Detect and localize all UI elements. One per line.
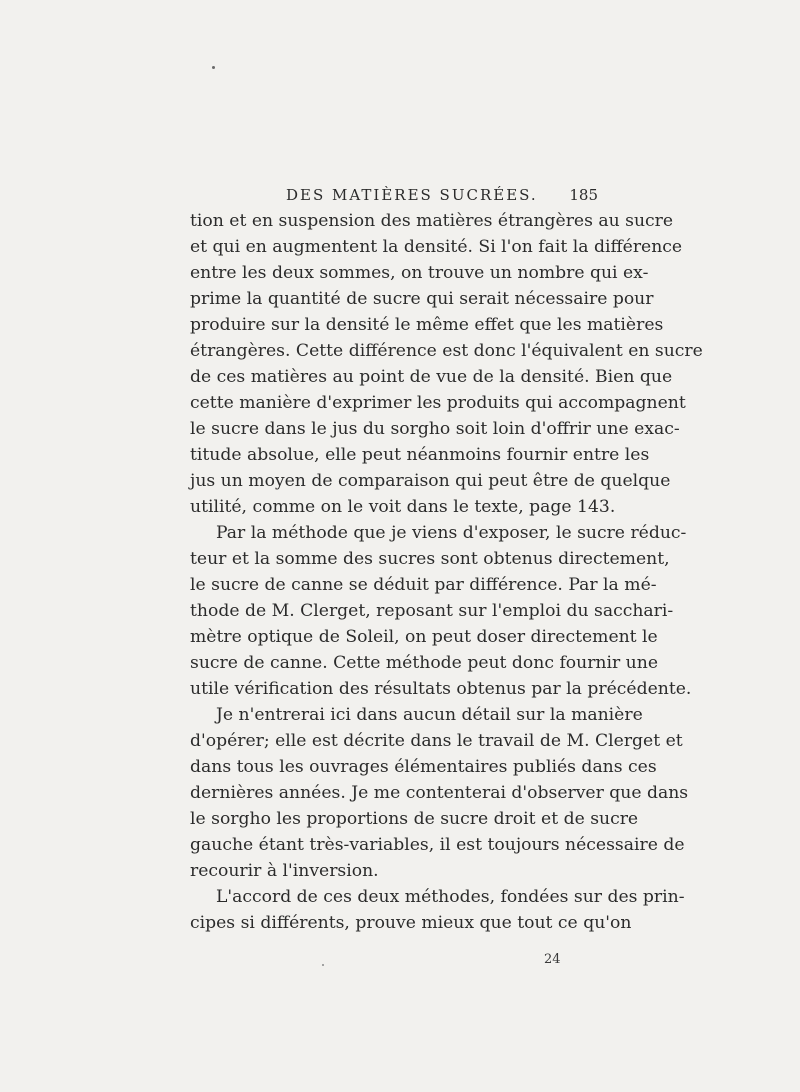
text-line: titude absolue, elle peut néanmoins fournir entre les (190, 445, 650, 465)
text-line: entre les deux sommes, on trouve un nombre qui ex- (190, 263, 649, 283)
text-line: et qui en augmentent la densité. Si l'on fait la différence (190, 237, 683, 257)
text-line: étrangères. Cette différence est donc l'équivalent en sucre (190, 341, 703, 361)
text-line: Je n'entrerai ici dans aucun détail sur la manière (216, 705, 643, 725)
text-line: Par la méthode que je viens d'exposer, le sucre réduc- (216, 523, 687, 543)
text-line: utile vérification des résultats obtenus par la précédente. (190, 679, 692, 699)
text-line: prime la quantité de sucre qui serait nécessaire pour (190, 289, 654, 309)
paper-speck (322, 964, 324, 966)
text-line: mètre optique de Soleil, on peut doser directement le (190, 627, 658, 647)
paragraph-4 (190, 884, 685, 936)
text-line: jus un moyen de comparaison qui peut être de quelque (190, 471, 671, 491)
body-text (190, 208, 703, 936)
text-line: le sucre de canne se déduit par différence. Par la mé- (190, 575, 657, 595)
text-line: cette manière d'exprimer les produits qui accompagnent (190, 393, 686, 413)
text-line: gauche étant très-variables, il est toujours nécessaire de (190, 835, 685, 855)
paragraph-1 (190, 208, 703, 520)
page-header (190, 186, 610, 210)
text-line: produire sur la densité le même effet que les matières (190, 315, 664, 335)
signature-mark: 24 (544, 952, 561, 967)
text-line: de ces matières au point de vue de la densité. Bien que (190, 367, 673, 387)
text-line: cipes si différents, prouve mieux que tout ce qu'on (190, 913, 632, 933)
text-line: L'accord de ces deux méthodes, fondées sur des prin- (216, 887, 685, 907)
text-line: recourir à l'inversion. (190, 861, 379, 881)
paragraph-3 (190, 702, 689, 884)
page-number: 185 (569, 186, 598, 204)
text-line: dans tous les ouvrages élémentaires publiés dans ces (190, 757, 657, 777)
text-line: dernières années. Je me contenterai d'observer que dans (190, 783, 689, 803)
text-line: teur et la somme des sucres sont obtenus directement, (190, 549, 670, 569)
text-line: d'opérer; elle est décrite dans le travail de M. Clerget et (190, 731, 683, 751)
running-title: DES MATIÈRES SUCRÉES. (286, 186, 538, 204)
text-line: le sucre dans le jus du sorgho soit loin d'offrir une exac- (190, 419, 680, 439)
text-line: tion et en suspension des matières étrangères au sucre (190, 211, 674, 231)
paragraph-2 (190, 520, 692, 702)
text-line: le sorgho les proportions de sucre droit et de sucre (190, 809, 639, 829)
paper-speck (212, 66, 215, 69)
text-line: sucre de canne. Cette méthode peut donc fournir une (190, 653, 658, 673)
text-line: utilité, comme on le voit dans le texte, page 143. (190, 497, 616, 517)
text-line: thode de M. Clerget, reposant sur l'emploi du sacchari- (190, 601, 674, 621)
